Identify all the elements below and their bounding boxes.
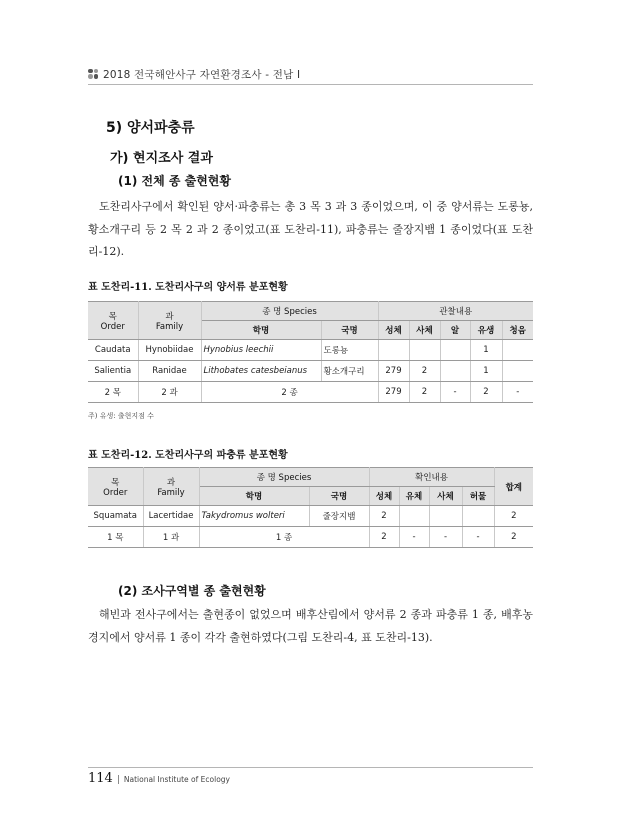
page-footer — [88, 771, 230, 786]
footer-separator: | — [116, 775, 120, 785]
adult-header: 성체 — [369, 487, 399, 506]
table1-note: 주) 유생: 출현지점 수 — [88, 412, 154, 420]
larva-header: 유생 — [470, 321, 502, 340]
kor-header: 국명 — [309, 487, 369, 506]
dead-header: 사체 — [409, 321, 440, 340]
kor-header: 국명 — [321, 321, 378, 340]
reptile-table — [88, 467, 533, 548]
header-rule — [88, 84, 533, 85]
body-paragraph-1: 도찬리사구에서 확인된 양서·파충류는 총 3 목 3 과 3 종이었으며, 이 중 양서류는 도롱뇽, 황소개구리 등 2 목 2 과 2 종이었고(표 도찬리-11), 파충류는 줄장지뱀 1 종이었다(표 도찬리-12). — [88, 200, 533, 258]
species-header: 종 명 Species — [199, 468, 369, 487]
total-row: 1 목 1 과 1 종 2 - - - 2 — [88, 527, 533, 548]
table-row: Squamata Lacertidae Takydromus wolteri 줄장지뱀 2 2 — [88, 506, 533, 527]
header-title: 2018 전국해안사구 자연환경조사 - 전남 I — [103, 68, 301, 81]
shed-header: 허물 — [462, 487, 494, 506]
table2-caption: 표 도찬리-12. 도찬리사구의 파충류 분포현황 — [88, 450, 288, 461]
sci-header: 학명 — [201, 321, 321, 340]
page-number: 114 — [88, 771, 113, 786]
order-header: 목 Order — [88, 468, 143, 506]
sub-subsection-heading: (1) 전체 종 출현현황 — [118, 174, 231, 188]
confirmed-header: 확인내용 — [369, 468, 494, 487]
total-row: 2 목 2 과 2 종 279 2 - 2 - — [88, 382, 533, 403]
table-row: Salientia Ranidae Lithobates catesbeianus 황소개구리 279 2 1 — [88, 361, 533, 382]
section-heading: 5) 양서파충류 — [106, 120, 195, 136]
table-row: Caudata Hynobiidae Hynobius leechii 도롱뇽 1 — [88, 340, 533, 361]
young-header: 유체 — [399, 487, 429, 506]
sub-subsection-heading-2: (2) 조사구역별 종 출현현황 — [118, 584, 266, 598]
sum-header: 합계 — [494, 468, 533, 506]
egg-header: 알 — [440, 321, 470, 340]
order-header: 목 Order — [88, 302, 138, 340]
table1-caption: 표 도찬리-11. 도찬리사구의 양서류 분포현황 — [88, 282, 288, 293]
sci-header: 학명 — [199, 487, 309, 506]
dead-header: 사체 — [429, 487, 462, 506]
subsection-heading: 가) 현지조사 결과 — [110, 151, 213, 166]
footer-organization: National Institute of Ecology — [123, 775, 230, 784]
footer-rule — [88, 767, 533, 768]
adult-header: 성체 — [378, 321, 409, 340]
family-header: 과 Family — [143, 468, 199, 506]
observed-header: 관찰내용 — [378, 302, 533, 321]
family-header: 과 Family — [138, 302, 201, 340]
body-paragraph-2: 해빈과 전사구에서는 출현종이 없었으며 배후산림에서 양서류 2 종과 파충류 1 종, 배후농경지에서 양서류 1 종이 각각 출현하였다(그림 도찬리-4, 표 도찬리-13). — [88, 608, 533, 644]
amphibian-table — [88, 301, 533, 403]
dots-icon — [88, 69, 99, 80]
call-header: 청음 — [502, 321, 533, 340]
species-header: 종 명 Species — [201, 302, 378, 321]
running-header — [88, 66, 533, 82]
